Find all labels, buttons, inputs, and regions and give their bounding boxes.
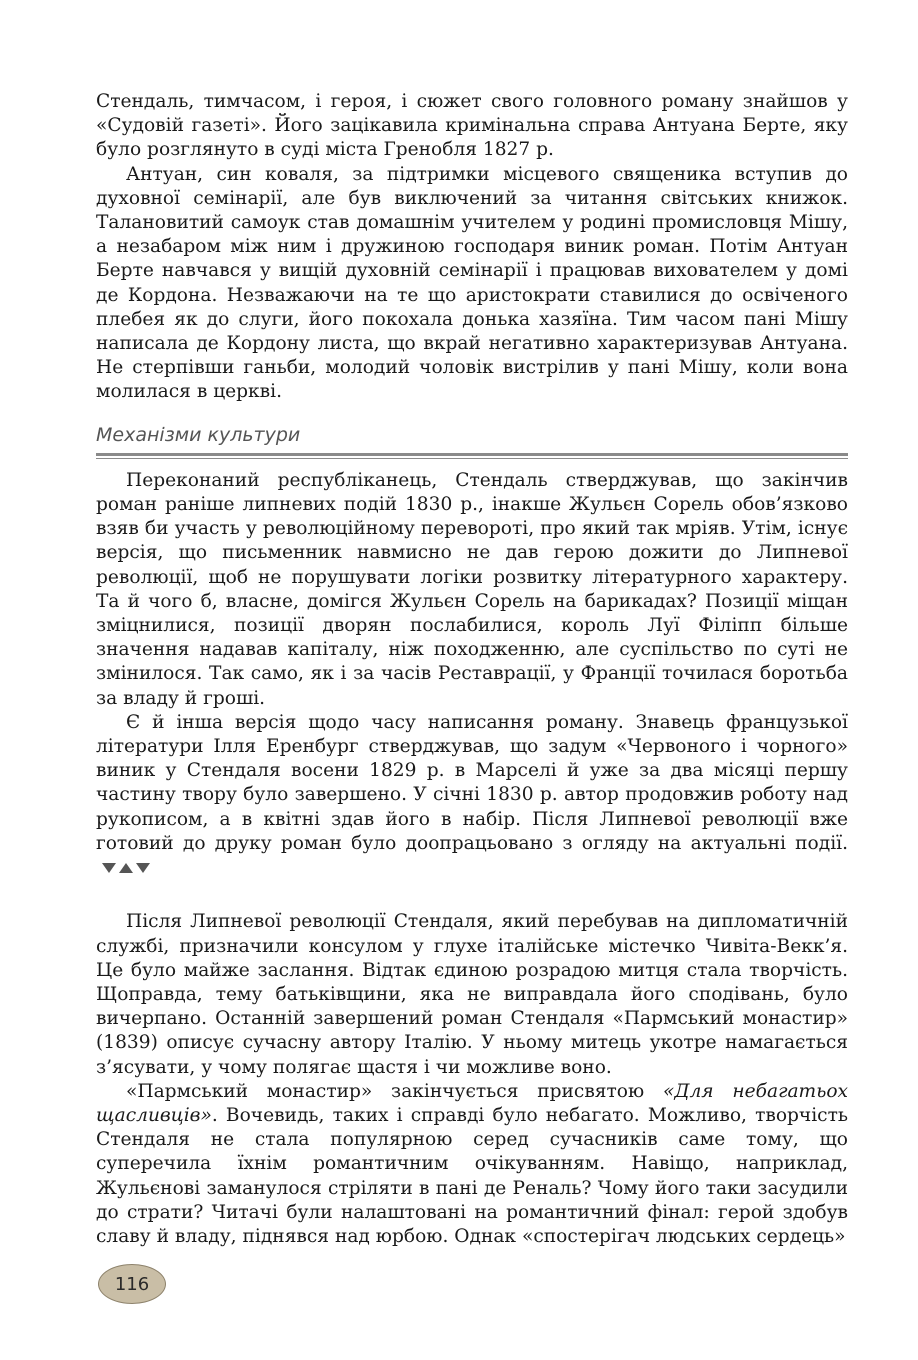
paragraph-text: Є й інша версія щодо часу написання роману. Знавець французької літератури Ілля Еренбург стверджував, що задум «Червоного і чорного» виник у Стендаля восени 1829 р. в Марселі й уже за два місяці першу частину твору було завершено. У січні 1830 р. автор продовжив роботу над рукописом, а в квітні здав його в набір. Після Липневої революції вже готовий до друку роман було доопрацьовано з огляду на актуальні події. (96, 711, 848, 854)
paragraph-text: «Пармський монастир» закінчується присвятою (126, 1080, 663, 1102)
page-number: 116 (114, 1273, 150, 1295)
section-title: Механізми культури (96, 423, 301, 446)
paragraph (96, 711, 848, 880)
section-divider (96, 453, 848, 459)
section-spacer (96, 880, 848, 910)
paragraph: Антуан, син коваля, за підтримки місцевого священика вступив до духовної семінарії, але був виключений за читання світських книжок. Талановитий самоук став домашнім учителем у родині промисловця Мішу, а незабаром між ним і дружиною господаря виник роман. Потім Антуан Берте навчався у вищій духовній семінарії і працював вихователем у домі де Кордона. Незважаючи на те що аристократи ставилися до освіченого плебея як до слуги, його покохала донька хазяїна. Тим часом пані Мішу написала де Кордону листа, що вкрай негативно характеризував Антуана. Не стерпівши ганьби, молодий чоловік вистрілив у пані Мішу, коли вона молилася в церкві. (96, 163, 848, 403)
italic-quote: «Для небагатьох щасливців» (96, 1080, 848, 1126)
page-body (96, 90, 848, 1249)
triangle-marks-icon (102, 862, 150, 874)
paragraph: Переконаний республіканець, Стендаль стверджував, що закінчив роман раніше липневих подій 1830 р., інакше Жульєн Сорель обов’язково взяв би участь у революційному перевороті, про який так мріяв. Утім, існує версія, що письменник навмисно не дав герою дожити до Липневої революції, щоб не порушувати логіки розвитку літературного характеру. Та й чого б, власне, домігся Жульєн Сорель на барикадах? Позиції міщан зміцнилися, позиції дворян послабилися, король Луї Філіпп більше значення надавав капіталу, ніж походженню, але суспільство по суті не змінилося. Так само, як і за часів Реставрації, у Франції точилася боротьба за владу й гроші. (96, 469, 848, 709)
paragraph-text: . Вочевидь, таких і справді було небагато. Можливо, творчість Стендаля не стала популярною серед сучасників саме тому, що суперечила їхнім романтичним очікуванням. Навіщо, наприклад, Жульєнові заманулося стріляти в пані де Реналь? Чому його таки засудили до страти? Читачі були налаштовані на романтичний фінал: герой здобув славу й владу, піднявся над юрбою. Однак «спостерігач людських сердець» (96, 1104, 848, 1247)
paragraph (96, 1080, 848, 1249)
page-number-badge (98, 1264, 166, 1304)
paragraph: Після Липневої революції Стендаля, який перебував на дипломатичній службі, призначили консулом у глухе італійське містечко Чивіта-Векк’я. Це було майже заслання. Відтак єдиною розрадою митця стала творчість. Щоправда, тему батьківщини, яка не виправдала його сподівань, було вичерпано. Останній завершений роман Стендаля «Пармський монастир» (1839) описує сучасну автору Італію. У ньому митець укотре намагається з’ясувати, у чому полягає щастя і чи можливе воно. (96, 911, 848, 1078)
paragraph: Стендаль, тимчасом, і героя, і сюжет свого головного роману знайшов у «Судовій газеті». Його зацікавила кримінальна справа Антуана Берте, яку було розглянуто в суді міста Гренобля 1827 р. (96, 91, 848, 161)
